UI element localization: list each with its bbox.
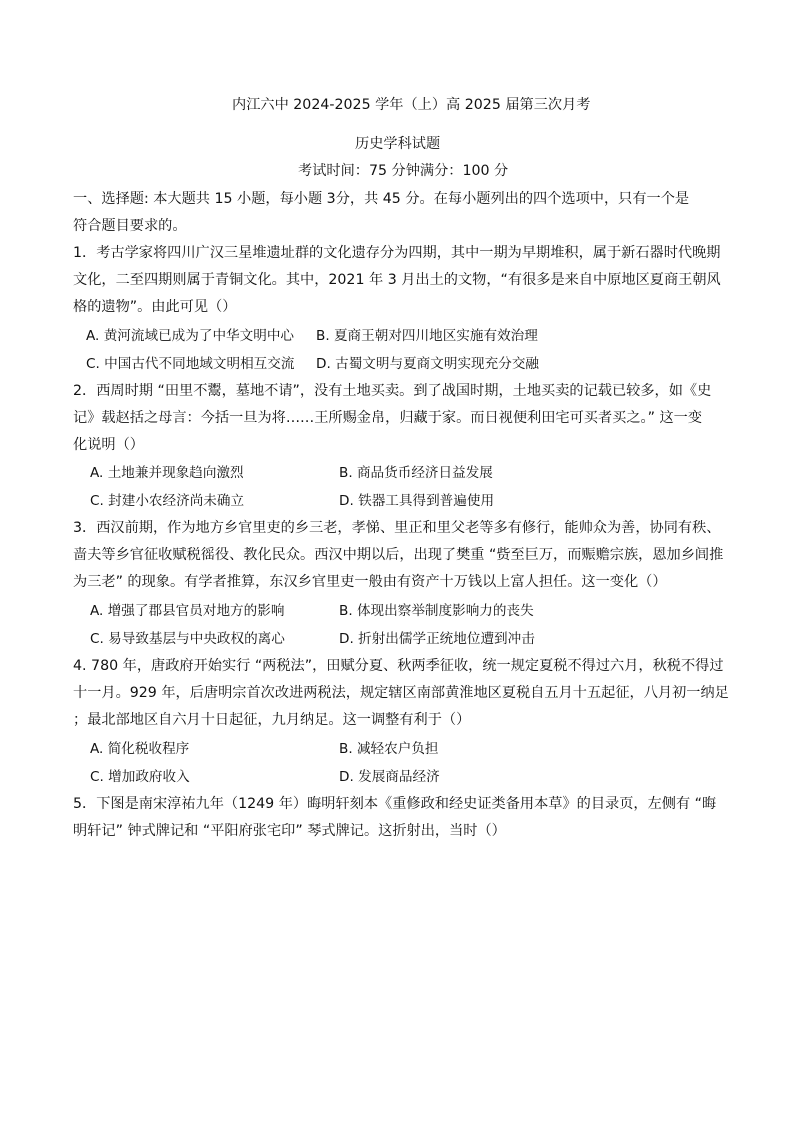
question-5-line: 5．下图是南宋淳祐九年（1249 年）晦明轩刻本《重修政和经史证类备用本草》的目录页，左侧有 “晦 [73, 796, 717, 812]
question-4-option-d[interactable]: D. 发展商品经济 [339, 769, 440, 785]
exam-info: 考试时间：75 分钟满分：100 分 [298, 163, 509, 179]
question-4-line: ；最北部地区自六月十日起征，九月纳足。这一调整有利于（） [73, 712, 471, 728]
question-1-line: 1．考古学家将四川广汉三星堆遗址群的文化遗存分为四期，其中一期为早期堆积，属于新石器时代晚期 [73, 245, 721, 261]
question-3-option-d[interactable]: D. 折射出儒学正统地位遭到冲击 [339, 631, 535, 647]
question-3-line: 为三老” 的现象。有学者推算，东汉乡官里吏一般由有资产十万钱以上富人担任。这一变化（） [73, 574, 667, 590]
question-3-option-a[interactable]: A. 增强了郡县官员对地方的影响 [90, 603, 285, 619]
question-3-option-c[interactable]: C. 易导致基层与中央政权的离心 [90, 631, 285, 647]
question-4-line: 十一月。929 年，后唐明宗首次改进两税法，规定辖区南部黄淮地区夏税自五月十五起征，八月初一纳足 [73, 685, 729, 701]
question-4-line: 4. 780 年，唐政府开始实行 “两税法”，田赋分夏、秋两季征收，统一规定夏税不得过六月，秋税不得过 [73, 658, 724, 674]
question-4-option-a[interactable]: A. 简化税收程序 [90, 741, 190, 757]
question-4-option-b[interactable]: B. 减轻农户负担 [339, 741, 439, 757]
section-heading: 一、选择题: 本大题共 15 小题，每小题 3分，共 45 分。在每小题列出的四个选项中，只有一个是 [73, 191, 690, 207]
question-2-option-b[interactable]: B. 商品货币经济日益发展 [339, 465, 493, 481]
section-heading-cont: 符合题目要求的。 [73, 218, 187, 234]
question-3-line: 3．西汉前期，作为地方乡官里吏的乡三老，孝悌、里正和里父老等多有修行，能帅众为善，协同有秩、 [73, 520, 721, 536]
question-2-line: 记》载赵括之母言：今括一旦为将……王所赐金帛，归藏于家。而日视便利田宅可买者买之。” 这一变 [73, 410, 703, 426]
question-2-option-a[interactable]: A. 土地兼并现象趋向激烈 [90, 465, 244, 481]
question-1-option-c[interactable]: C. 中国古代不同地域文明相互交流 [86, 356, 295, 372]
exam-title: 内江六中 2024-2025 学年（上）高 2025 届第三次月考 [232, 97, 591, 113]
question-1-option-d[interactable]: D. 古蜀文明与夏商文明实现充分交融 [316, 356, 540, 372]
question-3-line: 啬夫等乡官征收赋税徭役、教化民众。西汉中期以后，出现了樊重 “赀至巨万，而赈赡宗族，恩加乡闾推 [73, 547, 724, 563]
question-5-line: 明轩记” 钟式牌记和 “平阳府张宅印” 琴式牌记。这折射出，当时（） [73, 823, 506, 839]
question-2-line: 化说明（） [73, 437, 144, 453]
question-1-line: 格的遗物”。由此可见（） [73, 299, 237, 315]
question-2-option-d[interactable]: D. 铁器工具得到普遍使用 [339, 493, 495, 509]
question-2-line: 2．西周时期 “田里不鬻，墓地不请”，没有土地买卖。到了战国时期，土地买卖的记载已较多，如《史 [73, 383, 712, 399]
question-1-option-a[interactable]: A. 黄河流域已成为了中华文明中心 [86, 328, 295, 344]
question-4-option-c[interactable]: C. 增加政府收入 [90, 769, 190, 785]
question-2-option-c[interactable]: C. 封建小农经济尚未确立 [90, 493, 245, 509]
question-1-line: 文化，二至四期则属于青铜文化。其中，2021 年 3 月出土的文物，“有很多是来自中原地区夏商王朝风 [73, 272, 721, 288]
question-1-option-b[interactable]: B. 夏商王朝对四川地区实施有效治理 [316, 328, 538, 344]
question-3-option-b[interactable]: B. 体现出察举制度影响力的丧失 [339, 603, 534, 619]
subject-title: 历史学科试题 [355, 136, 441, 152]
